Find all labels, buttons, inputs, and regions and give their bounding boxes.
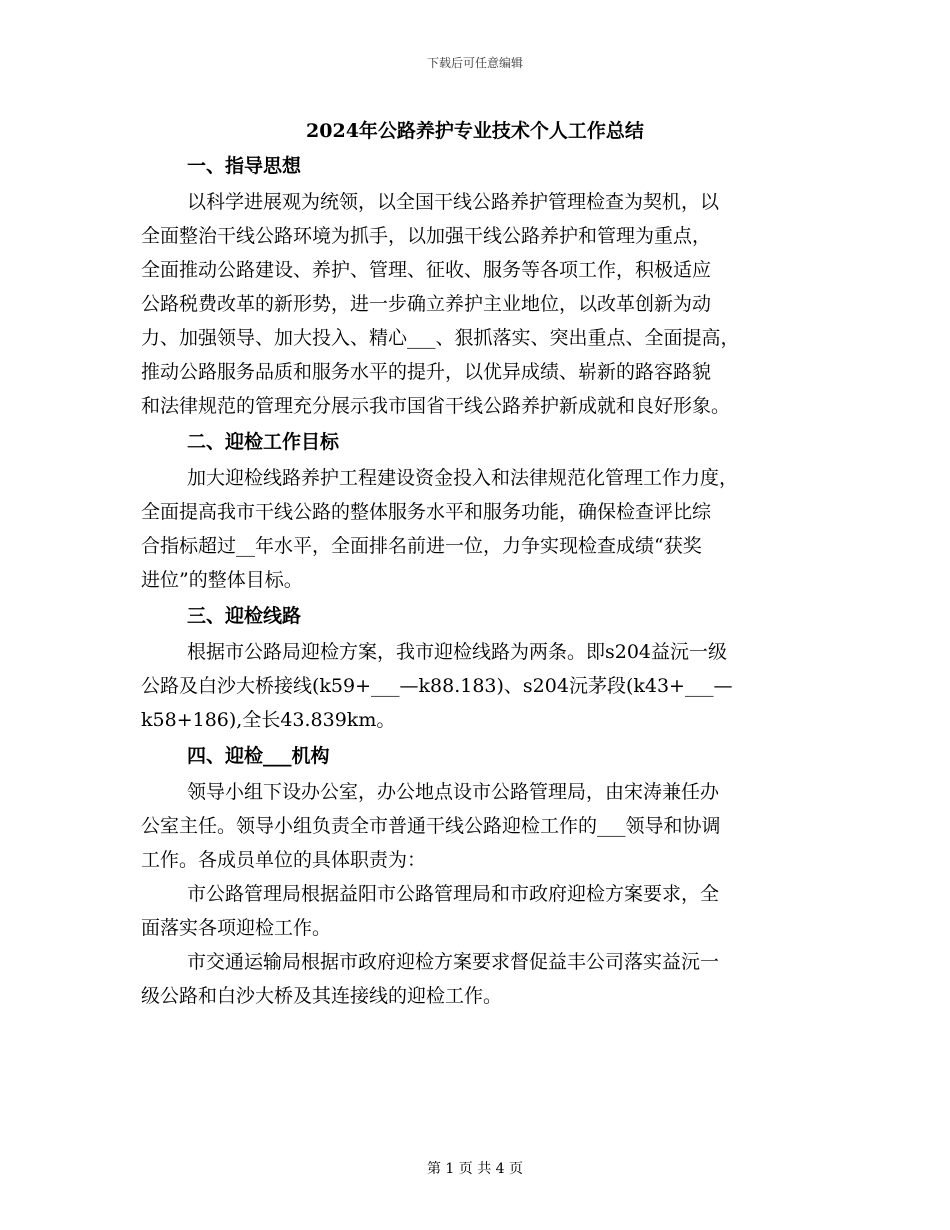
paragraph — [141, 945, 811, 1013]
paragraph-line: 市公路管理局根据益阳市公路管理局和市政府迎检方案要求，全 — [187, 883, 720, 905]
paragraph — [141, 877, 811, 945]
paragraph-line: 面落实各项迎检工作。 — [141, 917, 332, 939]
paragraph-line: 级公路和白沙大桥及其连接线的迎检工作。 — [141, 985, 503, 1007]
section-heading: 三、迎检线路 — [187, 605, 302, 627]
paragraph-line: 全面提高我市干线公路的整体服务水平和服务功能，确保检查评比综 — [141, 501, 712, 523]
paragraph — [141, 635, 811, 737]
paragraph-line: k58+186),全长43.839km。 — [141, 709, 396, 731]
paragraph-line: 以科学进展观为统领，以全国干线公路养护管理检查为契机，以 — [187, 191, 720, 213]
paragraph-line: 领导小组下设办公室，办公地点设市公路管理局，由宋涛兼任办 — [187, 781, 720, 803]
paragraph-line: 全面整治干线公路环境为抓手，以加强干线公路养护和管理为重点， — [141, 225, 712, 247]
document-title: 2024年公路养护专业技术个人工作总结 — [306, 120, 644, 142]
section-heading: 二、迎检工作目标 — [187, 431, 340, 453]
page-header-note: 下载后可任意编辑 — [426, 56, 523, 70]
paragraph — [141, 775, 811, 877]
paragraph-line: 加大迎检线路养护工程建设资金投入和法律规范化管理工作力度， — [187, 467, 739, 489]
paragraph — [141, 185, 811, 423]
paragraph-line: 公路税费改革的新形势，进一步确立养护主业地位，以改革创新为动 — [141, 293, 712, 315]
paragraph-line: 公路及白沙大桥接线(k59+___—k88.183)、s204沅茅段(k43+___— — [141, 675, 733, 697]
paragraph-line: 根据市公路局迎检方案，我市迎检线路为两条。即s204益沅一级 — [187, 641, 728, 663]
paragraph-line: 和法律规范的管理充分展示我市国省干线公路养护新成就和良好形象。 — [141, 395, 731, 417]
page-number: 第 1 页 共 4 页 — [426, 1161, 524, 1177]
section-heading: 四、迎检___机构 — [187, 745, 330, 767]
paragraph-line: 推动公路服务品质和服务水平的提升，以优异成绩、崭新的路容路貌 — [141, 361, 712, 383]
paragraph-line: 市交通运输局根据市政府迎检方案要求督促益丰公司落实益沅一 — [187, 951, 720, 973]
paragraph-line: 力、加强领导、加大投入、精心___、狠抓落实、突出重点、全面提高， — [141, 327, 740, 349]
paragraph-line: 公室主任。领导小组负责全市普通干线公路迎检工作的___领导和协调 — [141, 815, 721, 837]
paragraph-line: 进位”的整体目标。 — [141, 569, 303, 591]
paragraph-line: 全面推动公路建设、养护、管理、征收、服务等各项工作，积极适应 — [141, 259, 712, 281]
paragraph — [141, 461, 811, 597]
section-heading: 一、指导思想 — [187, 155, 302, 177]
document-body — [141, 147, 811, 1013]
paragraph-line: 工作。各成员单位的具体职责为： — [141, 849, 427, 871]
paragraph-line: 合指标超过__年水平，全面排名前进一位，力争实现检查成绩“获奖 — [141, 535, 702, 557]
